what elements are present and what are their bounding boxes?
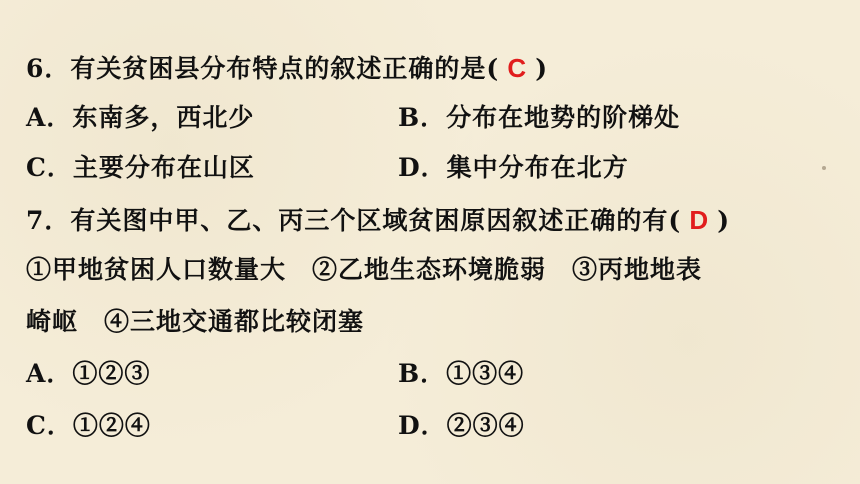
question-7-stem: 7．有关图中甲、乙、丙三个区域贫困原因叙述正确的有( <box>26 206 682 235</box>
question-7-statements-line-2: 崎岖 ④三地交通都比较闭塞 <box>26 307 365 336</box>
question-7-close-paren: ) <box>717 206 731 235</box>
question-6-stem: 6．有关贫困县分布特点的叙述正确的是( <box>26 54 500 83</box>
question-6-option-a: A．东南多，西北少 <box>26 103 255 132</box>
question-6-option-d: D．集中分布在北方 <box>398 153 629 182</box>
question-7-option-c: C．①②④ <box>26 411 151 440</box>
question-7-option-b: B．①③④ <box>398 359 525 388</box>
question-7-answer: D <box>689 205 710 235</box>
question-7-option-d: D．②③④ <box>398 411 525 440</box>
question-6-stem-line <box>26 52 548 85</box>
question-7-stem-line <box>26 204 730 237</box>
question-7-option-a: A．①②③ <box>26 359 151 388</box>
question-6-option-b: B．分布在地势的阶梯处 <box>398 103 681 132</box>
decorative-dot <box>822 166 826 170</box>
question-6-option-c: C．主要分布在山区 <box>26 153 255 182</box>
question-6-close-paren: ) <box>535 54 549 83</box>
question-6-answer: C <box>507 53 528 83</box>
question-7-statements-line-1: ①甲地贫困人口数量大 ②乙地生态环境脆弱 ③丙地地表 <box>26 255 703 284</box>
